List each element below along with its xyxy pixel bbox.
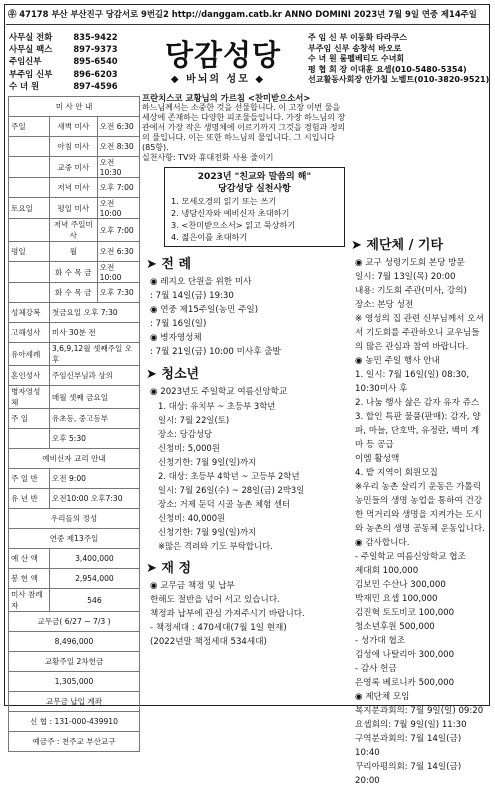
contact-label: 사무실 전화	[9, 32, 53, 42]
mass-cell: 평일 미사	[49, 198, 97, 219]
stats-row	[9, 589, 140, 612]
header-address: ㉾ 47178 부산 부산진구 당감서로 9번길2 http://danggam.catb.kr ANNO DOMINI 2023년 7월 9일 연중 제14주일	[8, 9, 477, 19]
other-label: 병자영성체	[9, 386, 50, 409]
account-row	[9, 712, 140, 732]
catechumen-label: 유 년 반	[9, 489, 50, 509]
other-label: 고해성사	[9, 323, 50, 343]
catechumen-row	[9, 489, 140, 509]
rites-line: 구역분과회의: 7월 14일(금) 10:40	[355, 734, 462, 758]
mass-cell: 화 수 목 금	[49, 262, 97, 283]
youth-line: 신청기한: 7월 9일(일)까지	[158, 457, 257, 467]
mass-row	[9, 117, 140, 137]
rites-line: 복지분과회의: 7월 9일(일) 09:20	[355, 706, 484, 716]
mass-cell: 평일	[9, 242, 50, 262]
rites-line: 김진혁 토도비코 100,000	[355, 608, 455, 618]
account-cell: 신 협 : 131-000-439910	[9, 712, 140, 732]
liturgy-item: : 7월 16일(일)	[150, 319, 207, 329]
stats-label: 미사 참례자	[9, 589, 50, 612]
youth-line: 신청기한: 7월 9일(일)까지	[158, 527, 257, 537]
teaching-line: 하느님께서는 소중한 것을 선물합니다. 이 고장 이번 물을 세상에 존재하는 다양한 피조물들입니다. 가장 하느님의 장관에서 가장 작은 생명체에 이르기까지 그것을 경험과 정의의 물입니다. 이는 또한 하느님의 물입니다. 그 시입니다(85항).	[142, 103, 346, 152]
mass-cell	[9, 157, 50, 178]
staff-name: 안가칠 노벨트(010-3820-9521)	[364, 75, 490, 84]
mass-cell: 저녁 미사	[49, 178, 97, 198]
mass-cell: 토요일	[9, 198, 50, 219]
practice-item: 2. 냉담신자와 예비신자 초대하기	[171, 208, 290, 218]
youth-title: ➤ 청소년	[146, 367, 200, 382]
rites-line: 일시: 7월 13일(목) 20:00	[355, 272, 456, 282]
rites-line: 김보민 수산나 300,000	[355, 580, 446, 590]
other-row	[9, 386, 140, 409]
liturgy-item: ◉ 연중 제15주일(농민 주일)	[150, 305, 259, 315]
staff-row	[308, 44, 489, 55]
contact-value: 897-9373	[73, 44, 118, 55]
mass-row	[9, 137, 140, 157]
teaching-line: 실천사항: TV와 휴대전화 사용 줄이기	[142, 153, 274, 162]
finance-line: 한해도 절반을 넘어 서고 있습니다.	[150, 595, 280, 605]
mass-cell	[9, 137, 50, 157]
other-label: 성체강복	[9, 303, 50, 323]
staff-name: 이대훈 요셉(010-5480-5354)	[350, 64, 467, 74]
liturgy-item: ◉ 레지오 단원을 위한 미사	[150, 277, 252, 287]
other-row	[9, 343, 140, 366]
youth-line: 신청비: 40,000원	[158, 513, 226, 523]
contact-label: 수 녀 원	[9, 80, 40, 91]
stats-extra: 교황주일 2차헌금	[9, 652, 140, 672]
finance-line: ◉ 교무금 책정 및 납부	[150, 581, 235, 591]
mass-row	[9, 178, 140, 198]
rites-line: 은영록 베로니카 500,000	[355, 678, 455, 688]
practice-item: 1. 모세오경의 읽기 또는 쓰기	[171, 196, 277, 206]
rites-line: 이엠 활성액	[355, 454, 400, 464]
contact-row	[8, 80, 138, 92]
youth-line: ※많은 격려와 기도 부탁합니다.	[158, 541, 273, 551]
mass-cell: 오후 7:00	[97, 219, 139, 242]
right-column	[347, 230, 487, 788]
finance-line: - 책정세대 : 470세대(7월 1일 현재)	[150, 623, 287, 633]
staff-name: 룸펠베티도 수녀회	[339, 54, 405, 63]
contact-row	[8, 43, 138, 55]
mass-row	[9, 219, 140, 242]
mass-row	[9, 242, 140, 262]
stats-row	[9, 549, 140, 569]
account-row	[9, 692, 140, 712]
mass-cell: 화 수 목 금	[49, 283, 97, 303]
stats-extra: 1,305,000	[9, 672, 140, 692]
staff-list	[308, 33, 489, 86]
contact-value: 897-4596	[73, 80, 118, 91]
rites-line: 요셉회의: 7월 9일(일) 11:30	[355, 720, 467, 730]
other-value: 첫금요일 오후 7:30	[49, 303, 139, 323]
youth-line: 장소: 당감성당	[158, 429, 213, 439]
mass-cell: 오전 8:30	[97, 137, 139, 157]
youth-line: 신청비: 5,000원	[158, 443, 220, 453]
contact-value: 835-9422	[73, 32, 118, 42]
stats-extra: 교무금( 6/27 ~ 7/3 )	[9, 612, 140, 632]
prayer-label	[9, 429, 50, 449]
staff-role: 선교활동사회장	[308, 75, 365, 84]
account-cell: 교무금 납입 계좌	[9, 692, 140, 712]
rites-line: ◉ 농민 주일 행사 안내	[355, 356, 440, 366]
practice-box	[164, 167, 345, 247]
stats-value: 546	[49, 589, 139, 612]
mass-row	[9, 262, 140, 283]
staff-role: 수 녀 원	[308, 54, 340, 63]
liturgy-item: : 7월 21일(금) 10:00 미사후 출발	[150, 347, 281, 357]
mass-cell: 저녁 주일미사	[49, 219, 97, 242]
stats-header-row	[9, 509, 140, 529]
contact-table	[8, 31, 138, 92]
contact-label: 사무실 팩스	[9, 44, 53, 55]
mass-cell: 오후 7:30	[97, 283, 139, 303]
contact-label: 부주임 신부	[9, 68, 53, 79]
rites-line: 제대회 100,000	[355, 566, 419, 576]
catechumen-label: 주 일 반	[9, 469, 50, 489]
other-label: 유아세례	[9, 343, 50, 366]
catechumen-row	[9, 469, 140, 489]
prayer-label: 주 일	[9, 409, 50, 429]
mass-cell: 오전 10:00	[97, 198, 139, 219]
contact-label: 주임신부	[9, 56, 42, 67]
middle-column	[142, 93, 347, 649]
practice-subtitle: 당감성당 실천사항	[218, 184, 291, 194]
catechumen-title: 예비신자 교리 안내	[9, 449, 140, 469]
other-label: 혼인성사	[9, 366, 50, 386]
mass-cell: 오전 10:00	[97, 262, 139, 283]
mass-cell	[9, 283, 50, 303]
stats-extra-row	[9, 652, 140, 672]
rites-line: ◉ 교구 성령기도회 본당 방문	[355, 258, 465, 268]
rites-line: 장소: 본당 성전	[355, 300, 414, 310]
mass-cell	[9, 219, 50, 242]
youth-line: 일시: 7월 22일(토)	[158, 415, 230, 425]
other-row	[9, 303, 140, 323]
rites-line: 3. 할인 특판 물품(판매): 감자, 양파, 마늘, 단호박, 유정란, 백미 계 마 등 공급	[355, 412, 481, 450]
contact-row	[8, 31, 138, 43]
stats-row	[9, 569, 140, 589]
stats-header: 연중 제13주일	[9, 529, 140, 549]
other-value: 주임신부님과 상의	[49, 366, 139, 386]
staff-row	[308, 75, 489, 86]
catechumen-value: 오전 9:00	[49, 469, 139, 489]
rites-line: ◉ 감사합니다.	[355, 538, 410, 548]
staff-name: 이동화 타라쿠스	[350, 33, 407, 42]
finance-line: (2022년말 책정세대 534세대)	[150, 637, 267, 647]
liturgy-title: ➤ 전 례	[146, 257, 192, 272]
stats-value: 3,400,000	[49, 549, 139, 569]
rites-line: - 감사 헌금	[355, 664, 397, 674]
staff-role: 주 임 신 부	[308, 33, 351, 42]
mass-cell: 오전 6:30	[97, 117, 139, 137]
stats-label: 예 산 액	[9, 549, 50, 569]
mass-cell: 새벽 미사	[49, 117, 97, 137]
rites-line: 2. 나눔 행사 삶은 감자 유자 쥬스	[355, 398, 480, 408]
practice-item: 4. 젊은이를 초대하기	[171, 232, 248, 242]
practice-item: 3. <찬미받으소서> 읽고 묵상하기	[171, 220, 296, 230]
mass-cell: 주일	[9, 117, 50, 137]
stats-header: 우리들의 정성	[9, 509, 140, 529]
contact-value: 896-6203	[73, 68, 118, 79]
rites-line: 청소년후원 500,000	[355, 622, 435, 632]
stats-extra-row	[9, 612, 140, 632]
youth-line: 2. 대상: 초등부 4학년 ~ 고등부 2학년	[158, 471, 300, 481]
account-cell: 예금주 : 천주교 부산교구	[9, 732, 140, 752]
contact-row	[8, 55, 138, 67]
header-divider	[6, 24, 489, 25]
youth-line: 1. 대상: 유치부 ~ 초등부 3학년	[158, 401, 276, 411]
rites-line: ※ 영성의 집 관련 신부님께서 오셔서 기도회를 주관하오니 교우님들의 많은 관심과 참여 바랍니다.	[355, 314, 484, 352]
rites-line: ◉ 제단체 모임	[355, 692, 410, 702]
stats-label: 봉 헌 액	[9, 569, 50, 589]
account-row	[9, 732, 140, 752]
stats-value: 2,954,000	[49, 569, 139, 589]
mass-schedule-table	[8, 96, 140, 752]
liturgy-item: ◉ 병자영성체	[150, 333, 202, 343]
rites-line: ※우리 농촌 살리기 운동은 가톨릭 농민들의 생명 농업을 통하여 건강한 먹거리와 생명을 지켜가는 도시와 농촌의 생명 공동체 운동입니다.	[355, 482, 485, 534]
rites-line: 4. 밭 지역이 회원모집	[355, 468, 438, 478]
other-row	[9, 323, 140, 343]
youth-line: 일시: 7월 26일(수) ~ 28일(금) 2박3일	[158, 485, 305, 495]
mass-cell: 오전 10:30	[97, 157, 139, 178]
staff-role: 부주임 신부	[308, 43, 353, 53]
staff-row	[308, 65, 489, 76]
mass-row	[9, 157, 140, 178]
practice-title: 2023년 "친교와 말씀의 해"	[197, 172, 312, 182]
stats-header-row	[9, 529, 140, 549]
mass-header-row	[9, 97, 140, 117]
stats-extra: 8,496,000	[9, 632, 140, 652]
other-value: 매월 셋째 금요일	[49, 386, 139, 409]
teaching-title: 프란치스코 교황님의 가르침 <찬미받으소서>	[142, 93, 311, 103]
mass-row	[9, 198, 140, 219]
staff-row	[308, 33, 489, 44]
mass-row	[9, 283, 140, 303]
prayer-row	[9, 409, 140, 429]
staff-name: 송창석 바오로	[352, 43, 402, 53]
prayer-value: 오후 5:30	[49, 429, 139, 449]
rites-line: 꾸리아평의회: 7월 14일(금) 20:00	[355, 762, 462, 786]
prayer-row	[9, 429, 140, 449]
mass-cell: 월	[49, 242, 97, 262]
mass-cell: 교중 미사	[49, 157, 97, 178]
bulletin-subtitle: ◆ 바뇌의 성모 ◆	[170, 74, 266, 85]
catechumen-row	[9, 449, 140, 469]
rites-line: - 성가대 협조	[355, 636, 406, 646]
other-row	[9, 366, 140, 386]
stats-extra-row	[9, 632, 140, 652]
mass-cell: 아침 미사	[49, 137, 97, 157]
rites-title: ➤ 제단체 / 기타	[351, 238, 444, 253]
mass-cell	[9, 178, 50, 198]
bulletin-title: 당감성당	[164, 38, 282, 72]
youth-line: ◉ 2023년도 주일학교 여름신앙학교	[150, 387, 288, 397]
finance-line: 책정과 납부에 관심 가져주시기 바랍니다.	[150, 609, 305, 619]
contact-row	[8, 68, 138, 80]
rites-line: 내용: 기도회 주관(미사, 강의)	[355, 286, 467, 296]
prayer-value: 유초등, 중고등부	[49, 409, 139, 429]
staff-row	[308, 54, 489, 65]
stats-extra-row	[9, 672, 140, 692]
rites-line: 박재민 요셉 100,000	[355, 594, 438, 604]
finance-title: ➤ 재 정	[146, 561, 192, 576]
rites-line: 김성애 나탈리아 300,000	[355, 650, 455, 660]
mass-cell: 오후 7:00	[97, 178, 139, 198]
mass-cell: 오전 6:30	[97, 242, 139, 262]
youth-line: 장소: 거제 둔덕 시골 농촌 체험 센터	[158, 499, 291, 509]
rites-line: - 주일학교 여름신앙학교 협조	[355, 552, 466, 562]
other-value: 미사 30분 전	[49, 323, 139, 343]
other-value: 3,6,9,12월 셋째주일 오후	[49, 343, 139, 366]
contact-value: 895-6540	[73, 56, 118, 67]
staff-role: 평 협 회 장	[308, 64, 351, 74]
rites-line: 1. 일시: 7월 16일(일) 08:30, 10:30미사 후	[355, 370, 470, 394]
liturgy-item: : 7월 14일(금) 19:30	[150, 291, 234, 301]
catechumen-value: 오전10:00 오후7:30	[49, 489, 139, 509]
mass-header: 미 사 안 내	[9, 97, 140, 117]
mass-cell	[9, 262, 50, 283]
